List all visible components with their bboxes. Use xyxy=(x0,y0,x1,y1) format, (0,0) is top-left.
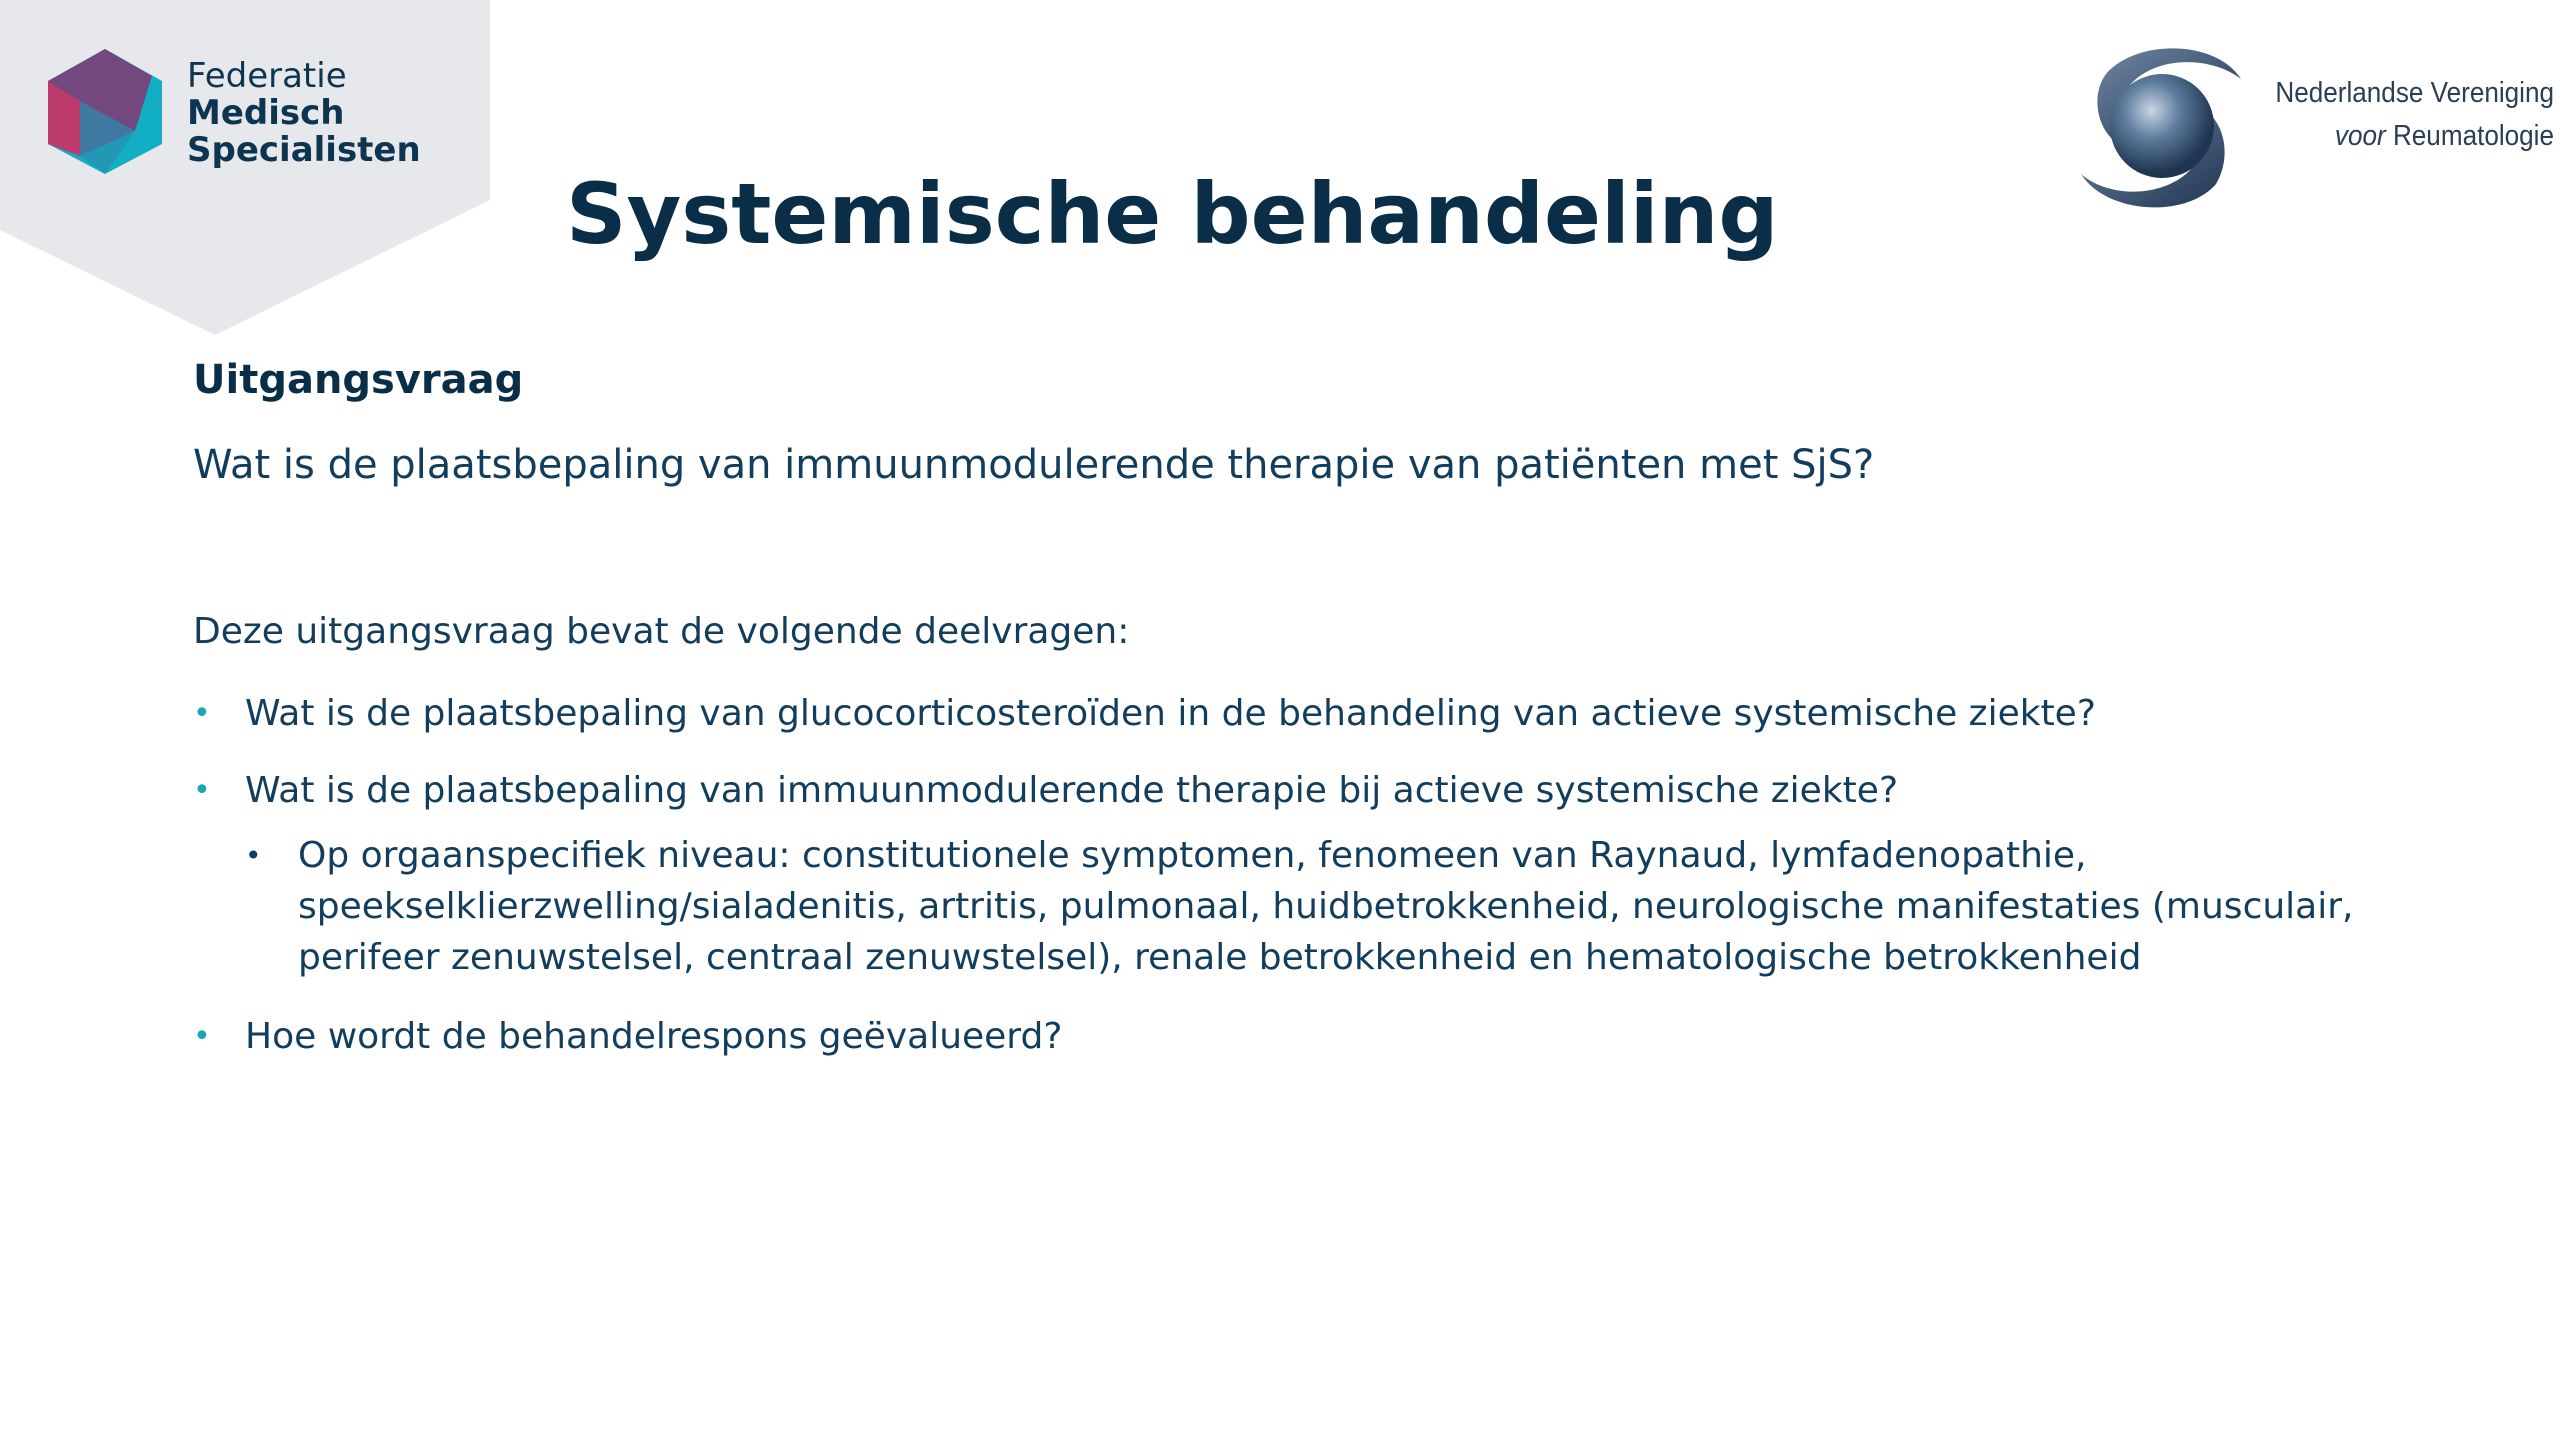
nvr-line-1: Nederlandse Vereniging xyxy=(2275,77,2554,109)
list-item xyxy=(193,688,2393,739)
list-item-text: Wat is de plaatsbepaling van glucocorticosteroïden in de behandeling van actieve systemische ziekte? xyxy=(245,693,2096,734)
fms-logo-text xyxy=(187,58,421,169)
nvr-line-2-italic: voor xyxy=(2334,120,2386,152)
list-item-text: Wat is de plaatsbepaling van immuunmodulerende therapie bij actieve systemische ziekte? xyxy=(245,770,1899,811)
slide-title: Systemische behandeling xyxy=(566,165,1779,263)
intro-text: Deze uitgangsvraag bevat de volgende deelvragen: xyxy=(193,611,1130,652)
nvr-line-2-rest: Reumatologie xyxy=(2392,120,2554,152)
bullet-icon: • xyxy=(193,696,211,731)
section-heading: Uitgangsvraag xyxy=(193,357,524,403)
fms-line-2: Medisch xyxy=(187,93,345,133)
fms-hexagon-logo-icon xyxy=(40,46,170,176)
list-item xyxy=(193,765,2393,816)
fms-line-1: Federatie xyxy=(187,56,347,96)
sub-list-item-text: Op orgaanspecifiek niveau: constitutionele symptomen, fenomeen van Raynaud, lymfadenopathie, speekselklierzwelling/sialadenitis, artritis, pulmonaal, huidbetrokkenheid, neurologische manifestaties (musculair, perifeer zenuwstelsel, centraal zenuwstelsel), renale betrokkenheid en hematologische betrokkenheid xyxy=(298,835,2354,978)
fms-line-3: Specialisten xyxy=(187,130,421,170)
sub-question-list xyxy=(193,688,2393,1062)
sub-bullet-icon: • xyxy=(245,839,262,872)
bullet-icon: • xyxy=(193,773,211,808)
list-item xyxy=(193,1011,2393,1062)
fms-logo-panel xyxy=(0,0,490,335)
main-question: Wat is de plaatsbepaling van immuunmodulerende therapie van patiënten met SjS? xyxy=(193,442,1875,488)
nvr-logo-text xyxy=(2266,72,2554,158)
sub-list-item xyxy=(193,830,2393,983)
list-item-text: Hoe wordt de behandelrespons geëvalueerd? xyxy=(245,1016,1063,1057)
nvr-sphere-logo-icon xyxy=(2066,34,2256,219)
nvr-line-2 xyxy=(2266,115,2554,158)
bullet-icon: • xyxy=(193,1019,211,1054)
